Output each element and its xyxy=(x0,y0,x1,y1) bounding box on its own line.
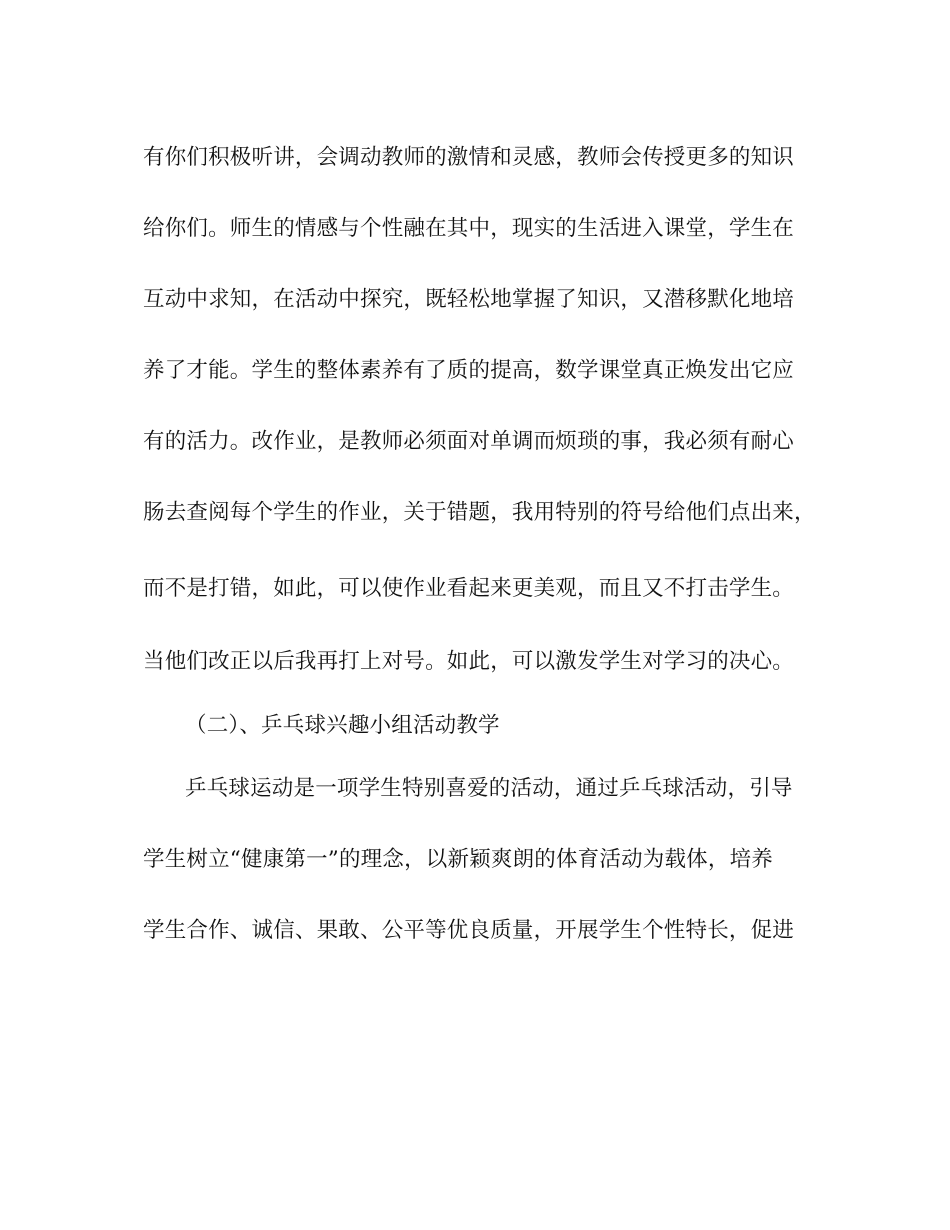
text-line: 给你们。师生的情感与个性融在其中，现实的生活进入课堂，学生在 xyxy=(143,216,795,241)
text-line: 有的活力。改作业，是教师必须面对单调而烦琐的事，我必须有耐心 xyxy=(143,429,795,454)
text-line: 养了才能。学生的整体素养有了质的提高，数学课堂真正焕发出它应 xyxy=(143,358,795,383)
text-line: 乒乓球运动是一项学生特别喜爱的活动，通过乒乓球活动，引导 xyxy=(185,776,793,801)
text-line: 肠去查阅每个学生的作业，关于错题，我用特别的符号给他们点出来， xyxy=(143,500,816,525)
text-line: 当他们改正以后我再打上对号。如此，可以激发学生对学习的决心。 xyxy=(143,649,795,674)
text-line: 互动中求知，在活动中探究，既轻松地掌握了知识，又潜移默化地培 xyxy=(143,287,795,312)
text-line: 学生合作、诚信、果敢、公平等优良质量，开展学生个性特长，促进 xyxy=(143,918,795,943)
text-line: 有你们积极听讲，会调动教师的激情和灵感，教师会传授更多的知识 xyxy=(143,145,795,170)
text-line: 学生树立“健康第一”的理念，以新颖爽朗的体育活动为载体，培养 xyxy=(143,847,773,872)
section-heading: （二）、乒乓球兴趣小组活动教学 xyxy=(185,713,500,738)
text-line: 而不是打错，如此，可以使作业看起来更美观，而且又不打击学生。 xyxy=(143,576,795,601)
